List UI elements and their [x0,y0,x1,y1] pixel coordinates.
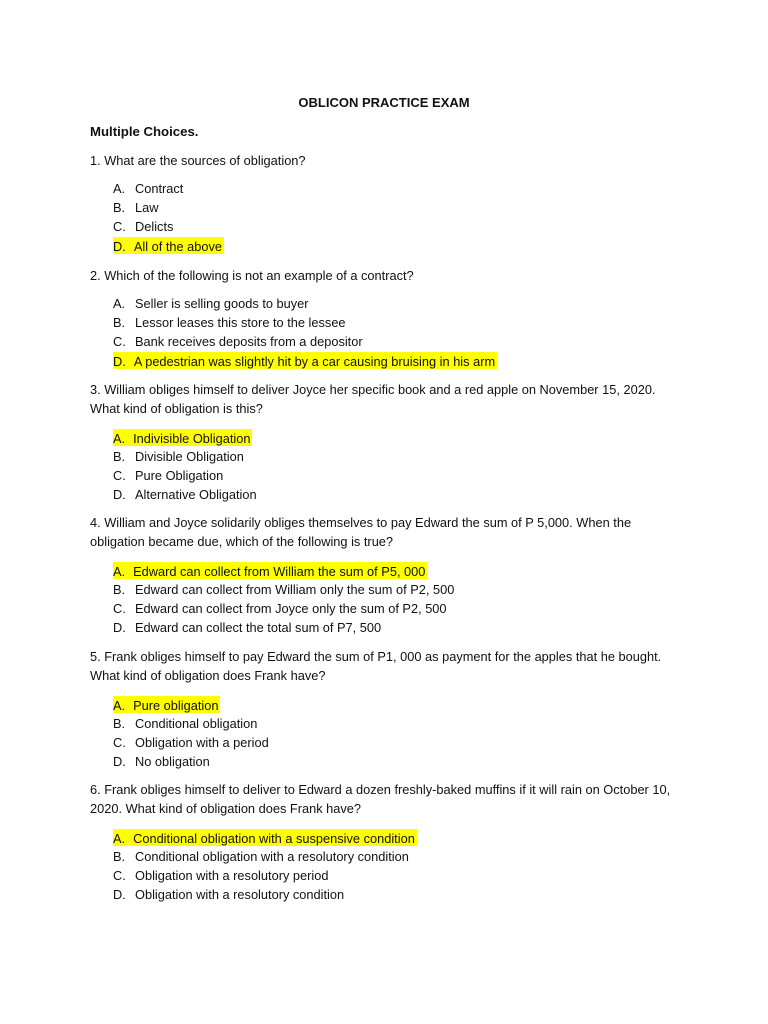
option-letter: D. [113,887,126,902]
option-letter: B. [113,582,126,597]
option-text: Conditional obligation with a resolutory condition [135,849,409,864]
question-text [90,647,690,685]
option-letter: D. [113,487,126,502]
answer-option [90,847,690,866]
option-letter: A. [113,296,126,311]
option-text: Obligation with a resolutory condition [135,887,345,902]
answer-option-correct [90,236,690,255]
answer-option [90,714,690,733]
question-text-line: 4. William and Joyce solidarily obliges themselves to pay Edward the sum of P 5,000. When the [90,515,632,530]
question-text-line: 3. William obliges himself to deliver Joyce her specific book and a red apple on November 15, 2020. [90,382,656,397]
answer-options [90,828,690,904]
answer-option [90,733,690,752]
question-2 [90,266,690,370]
answer-highlight [113,696,220,713]
option-text: All of the above [133,239,223,254]
answer-option-correct [90,561,690,580]
option-text: Obligation with a period [135,735,269,750]
answer-options [90,179,690,255]
answer-option [90,866,690,885]
option-letter: D. [113,354,126,369]
question-text [90,513,690,551]
option-letter: B. [113,315,126,330]
answer-option-correct [90,828,690,847]
option-letter: C. [113,334,126,349]
answer-options [90,428,690,504]
option-letter: A. [113,181,126,196]
answer-highlight [113,562,427,579]
question-text-line: What kind of obligation is this? [90,401,263,416]
option-text: Delicts [135,219,174,234]
option-text: Lessor leases this store to the lessee [135,315,346,330]
section-heading: Multiple Choices. [90,124,199,139]
option-text: Edward can collect from William the sum of P5, 000 [133,564,426,579]
option-letter: A. [113,698,126,713]
option-text: Divisible Obligation [135,449,244,464]
answer-option [90,217,690,236]
answer-options [90,561,690,637]
answer-option [90,313,690,332]
answer-highlight [113,237,224,254]
option-text: Seller is selling goods to buyer [135,296,309,311]
question-text [90,266,690,285]
answer-option [90,332,690,351]
question-6 [90,780,690,904]
question-text [90,380,690,418]
answer-option [90,294,690,313]
question-text-line: 2020. What kind of obligation does Frank have? [90,801,362,816]
option-letter: B. [113,849,126,864]
question-text-line: What kind of obligation does Frank have? [90,668,326,683]
question-text-line: 6. Frank obliges himself to deliver to Edward a dozen freshly-baked muffins if it will rain on October 10, [90,782,671,797]
answer-option [90,466,690,485]
option-text: Contract [135,181,184,196]
option-text: Edward can collect from William only the sum of P2, 500 [135,582,455,597]
option-letter: B. [113,449,126,464]
question-text [90,151,690,170]
question-text-line: obligation became due, which of the following is true? [90,534,394,549]
option-letter: B. [113,716,126,731]
option-letter: C. [113,601,126,616]
option-text: Obligation with a resolutory period [135,868,329,883]
option-text: Alternative Obligation [135,487,257,502]
answer-option [90,618,690,637]
option-letter: C. [113,219,126,234]
question-5 [90,647,690,771]
option-text: Indivisible Obligation [133,431,251,446]
option-text: Pure Obligation [135,468,224,483]
answer-option [90,485,690,504]
option-text: Law [135,200,159,215]
option-text: A pedestrian was slightly hit by a car causing bruising in his arm [133,354,496,369]
answer-option [90,198,690,217]
answer-options [90,695,690,771]
option-letter: C. [113,468,126,483]
option-text: Pure obligation [133,698,219,713]
question-text-line: 1. What are the sources of obligation? [90,153,306,168]
exam-title: OBLICON PRACTICE EXAM [298,95,470,110]
question-4 [90,513,690,637]
option-text: Edward can collect from Joyce only the sum of P2, 500 [135,601,447,616]
option-text: Conditional obligation with a suspensive condition [133,831,415,846]
option-letter: D. [113,239,126,254]
option-letter: A. [113,431,126,446]
answer-highlight [113,829,417,846]
answer-option-correct [90,351,690,370]
option-letter: D. [113,754,126,769]
answer-highlight [113,429,252,446]
answer-option [90,447,690,466]
answer-highlight [113,352,497,369]
option-letter: C. [113,868,126,883]
answer-option-correct [90,695,690,714]
question-text [90,780,690,818]
option-text: Bank receives deposits from a depositor [135,334,363,349]
answer-option [90,599,690,618]
answer-option [90,580,690,599]
option-text: Edward can collect the total sum of P7, 500 [135,620,382,635]
option-letter: C. [113,735,126,750]
option-letter: A. [113,831,126,846]
answer-option-correct [90,428,690,447]
option-text: Conditional obligation [135,716,258,731]
option-letter: D. [113,620,126,635]
question-3 [90,380,690,504]
question-text-line: 5. Frank obliges himself to pay Edward the sum of P1, 000 as payment for the apples that he bought. [90,649,662,664]
question-text-line: 2. Which of the following is not an example of a contract? [90,268,414,283]
answer-options [90,294,690,370]
answer-option [90,752,690,771]
option-text: No obligation [135,754,210,769]
question-1 [90,151,690,255]
answer-option [90,179,690,198]
option-letter: B. [113,200,126,215]
option-letter: A. [113,564,126,579]
answer-option [90,885,690,904]
